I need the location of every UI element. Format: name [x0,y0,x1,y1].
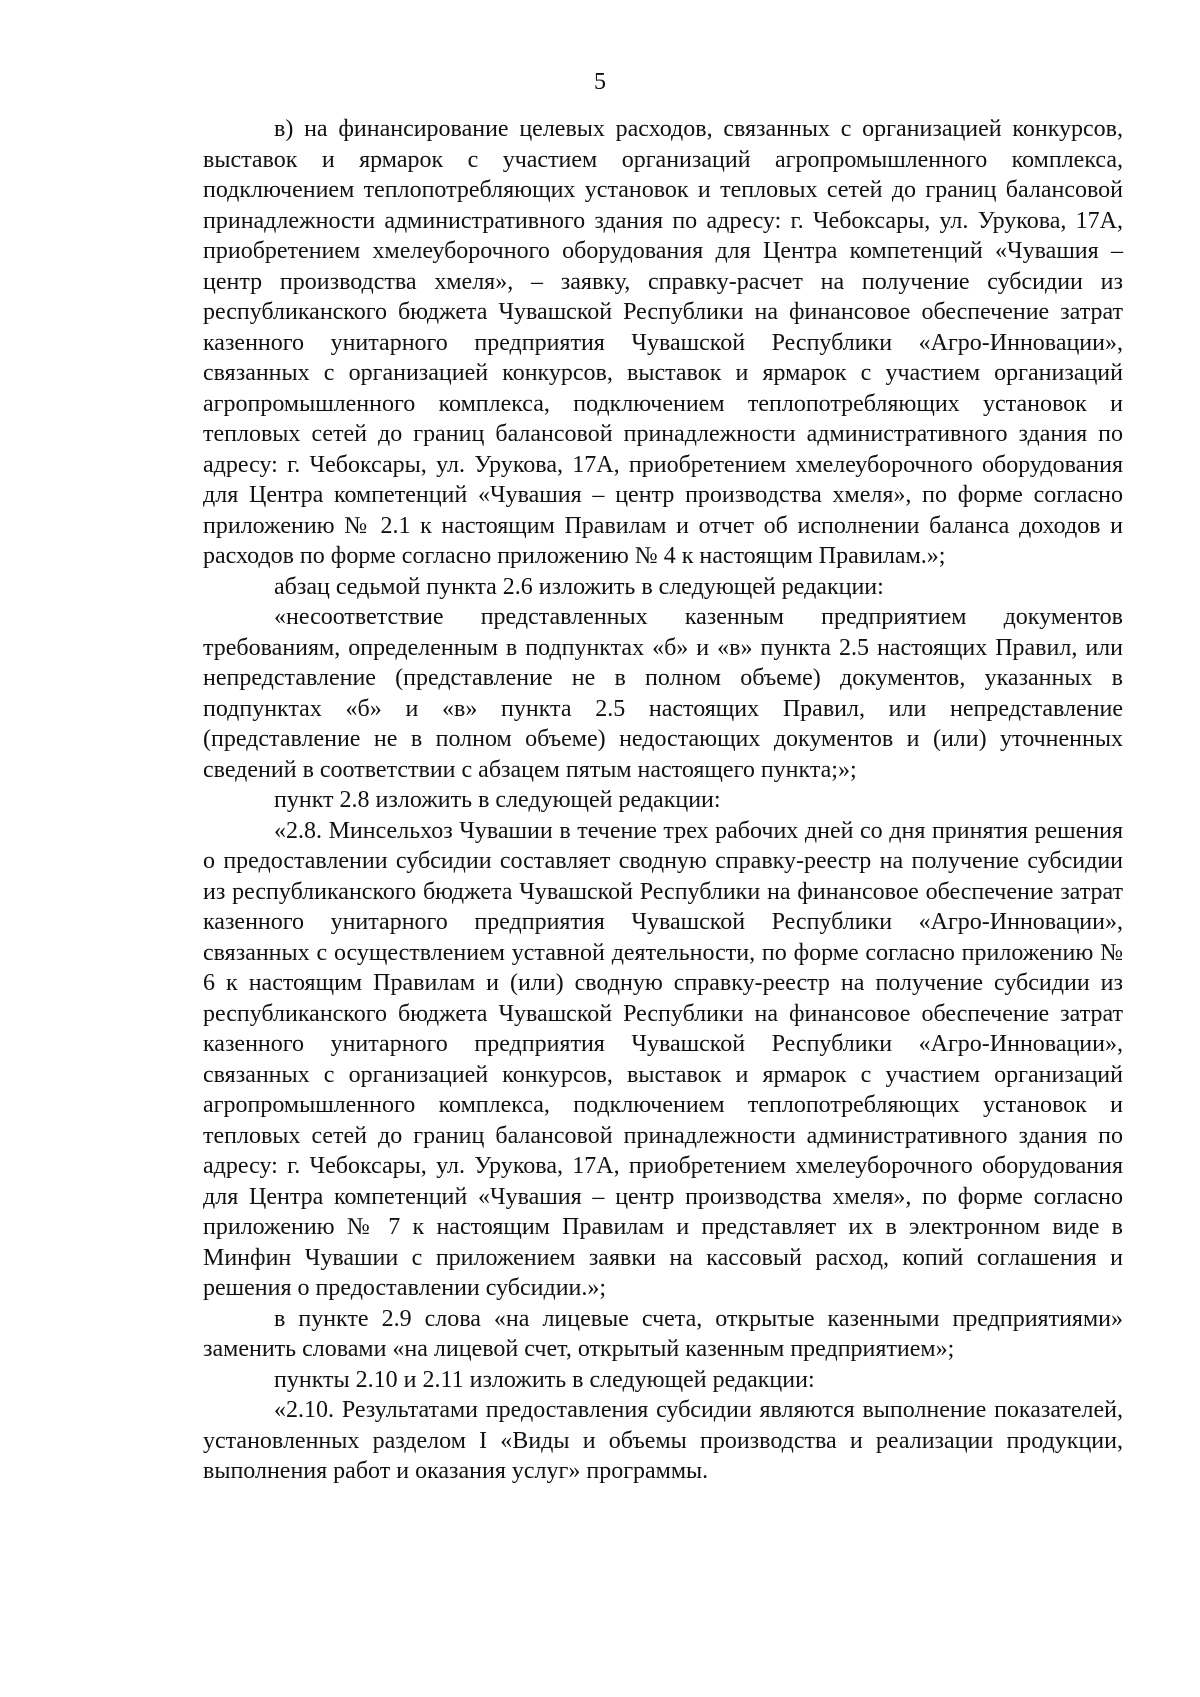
paragraph-amend-2-9: в пункте 2.9 слова «на лицевые счета, открытые казенными предприятиями» заменить словами «на лицевой счет, открытый казенным предприятием»; [203,1305,1123,1362]
paragraph-2-6-text: «несоответствие представленных казенным предприятием документов требованиям, определенным в подпунктах «б» и «в» пункта 2.5 настоящих Правил, или непредставление (представление не в полном объеме) документов, указанных в подпунктах «б» и «в» пункта 2.5 настоящих Правил, или непредставление (представление не в полном объеме) недостающих документов и (или) уточненных сведений в соответствии с абзацем пятым настоящего пункта;»; [203,604,1123,783]
paragraph-2-10-text: «2.10. Результатами предоставления субсидии являются выполнение показателей, установленных разделом I «Виды и объемы производства и реализации продукции, выполнения работ и оказания услуг» программы. [203,1397,1123,1484]
paragraph-2-8-text: «2.8. Минсельхоз Чувашии в течение трех рабочих дней со дня принятия решения о предоставлении субсидии составляет сводную справку-реестр на получение субсидии из республиканского бюджета Чувашской Республики на финансовое обеспечение затрат казенного унитарного предприятия Чувашской Республики «Агро-Инновации», связанных с осуществлением уставной деятельности, по форме согласно приложению № 6 к настоящим Правилам и (или) сводную справку-реестр на получение субсидии из республиканского бюджета Чувашской Республики на финансовое обеспечение затрат казенного унитарного предприятия Чувашской Республики «Агро-Инновации», связанных с организацией конкурсов, выставок и ярмарок с участием организаций агропромышленного комплекса, подключением теплопотребляющих установок и тепловых сетей до границ балансовой принадлежности административного здания по адресу: г. Чебоксары, ул. Урукова, 17А, приобретением хмелеуборочного оборудования для Центра компетенций «Чувашия – центр производства хмеля», по форме согласно приложению № 7 к настоящим Правилам и представляет их в электронном виде в Минфин Чувашии с приложением заявки на кассовый расход, копий соглашения и решения о предоставлении субсидии.»; [203,817,1123,1301]
paragraph-amend-2-6: абзац седьмой пункта 2.6 изложить в следующей редакции: [274,573,884,600]
page-number: 5 [594,69,606,95]
document-body [203,114,1123,1487]
paragraph-subitem-v: в) на финансирование целевых расходов, связанных с организацией конкурсов, выставок и ярмарок с участием организаций агропромышленного комплекса, подключением теплопотребляющих установок и тепловых сетей до границ балансовой принадлежности административного здания по адресу: г. Чебоксары, ул. Урукова, 17А, приобретением хмелеуборочного оборудования для Центра компетенций «Чувашия – центр производства хмеля», – заявку, справку-расчет на получение субсидии из республиканского бюджета Чувашской Республики на финансовое обеспечение затрат казенного унитарного предприятия Чувашской Республики «Агро-Инновации», связанных с организацией конкурсов, выставок и ярмарок с участием организаций агропромышленного комплекса, подключением теплопотребляющих установок и тепловых сетей до границ балансовой принадлежности административного здания по адресу: г. Чебоксары, ул. Урукова, 17А, приобретением хмелеуборочного оборудования для Центра компетенций «Чувашия – центр производства хмеля», по форме согласно приложению № 2.1 к настоящим Правилам и отчет об исполнении баланса доходов и расходов по форме согласно приложению № 4 к настоящим Правилам.»; [203,116,1123,569]
paragraph-amend-2-10-2-11: пункты 2.10 и 2.11 изложить в следующей редакции: [274,1366,815,1393]
paragraph-amend-2-8: пункт 2.8 изложить в следующей редакции: [274,787,721,813]
